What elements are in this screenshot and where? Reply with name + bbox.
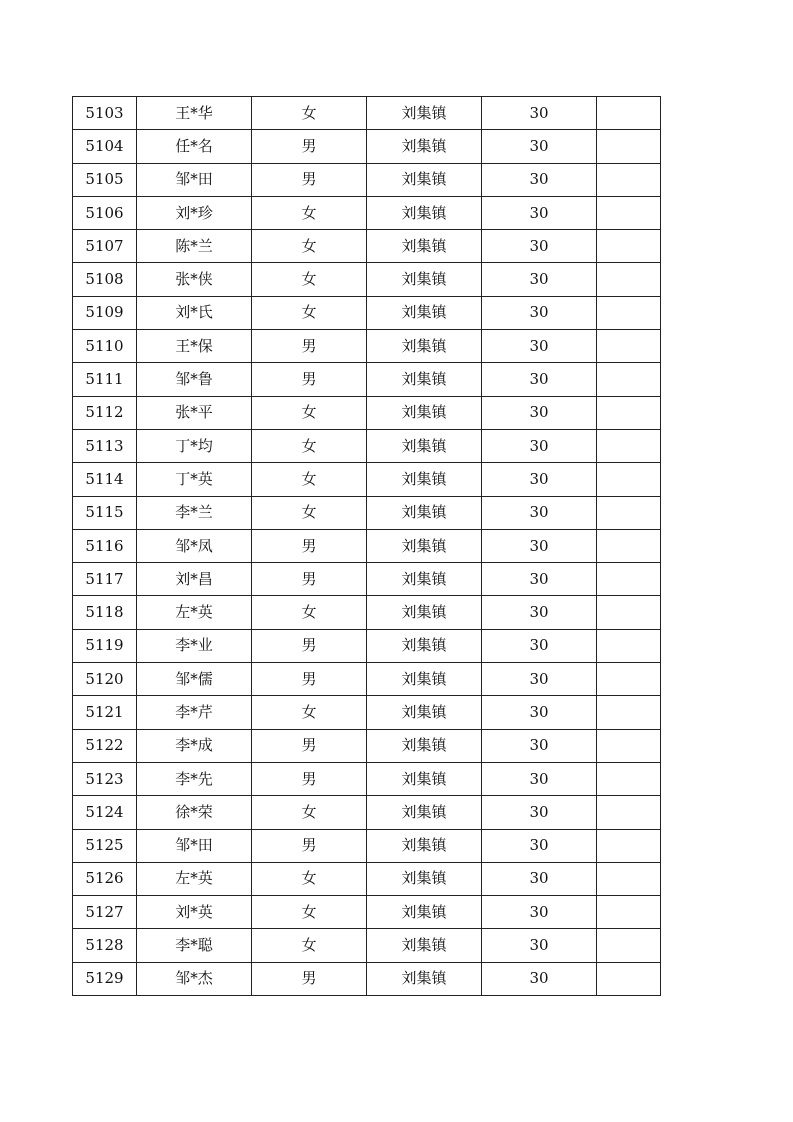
name-cell: 邹*田 (137, 163, 252, 196)
table-row (73, 296, 661, 329)
town-cell: 刘集镇 (367, 230, 482, 263)
town-cell: 刘集镇 (367, 829, 482, 862)
id-cell: 5121 (73, 696, 137, 729)
town-cell: 刘集镇 (367, 663, 482, 696)
amount-cell: 30 (482, 962, 597, 995)
id-cell: 5126 (73, 862, 137, 895)
town-cell: 刘集镇 (367, 629, 482, 662)
roster-table-body (73, 97, 661, 996)
gender-cell: 女 (252, 296, 367, 329)
note-cell (597, 696, 661, 729)
amount-cell: 30 (482, 529, 597, 562)
table-row (73, 496, 661, 529)
town-cell: 刘集镇 (367, 463, 482, 496)
town-cell: 刘集镇 (367, 263, 482, 296)
id-cell: 5112 (73, 396, 137, 429)
gender-cell: 男 (252, 762, 367, 795)
amount-cell: 30 (482, 429, 597, 462)
id-cell: 5119 (73, 629, 137, 662)
table-row (73, 862, 661, 895)
name-cell: 邹*儒 (137, 663, 252, 696)
id-cell: 5125 (73, 829, 137, 862)
amount-cell: 30 (482, 862, 597, 895)
name-cell: 李*成 (137, 729, 252, 762)
name-cell: 刘*英 (137, 896, 252, 929)
amount-cell: 30 (482, 729, 597, 762)
gender-cell: 女 (252, 929, 367, 962)
note-cell (597, 230, 661, 263)
note-cell (597, 330, 661, 363)
amount-cell: 30 (482, 596, 597, 629)
id-cell: 5124 (73, 796, 137, 829)
name-cell: 任*名 (137, 130, 252, 163)
gender-cell: 女 (252, 896, 367, 929)
amount-cell: 30 (482, 796, 597, 829)
name-cell: 邹*凤 (137, 529, 252, 562)
table-row (73, 163, 661, 196)
roster-table (72, 96, 661, 996)
gender-cell: 男 (252, 363, 367, 396)
table-row (73, 896, 661, 929)
name-cell: 左*英 (137, 596, 252, 629)
table-row (73, 363, 661, 396)
town-cell: 刘集镇 (367, 862, 482, 895)
gender-cell: 女 (252, 596, 367, 629)
gender-cell: 男 (252, 563, 367, 596)
note-cell (597, 629, 661, 662)
gender-cell: 男 (252, 729, 367, 762)
note-cell (597, 396, 661, 429)
amount-cell: 30 (482, 829, 597, 862)
note-cell (597, 796, 661, 829)
note-cell (597, 429, 661, 462)
amount-cell: 30 (482, 629, 597, 662)
amount-cell: 30 (482, 263, 597, 296)
id-cell: 5110 (73, 330, 137, 363)
town-cell: 刘集镇 (367, 596, 482, 629)
amount-cell: 30 (482, 363, 597, 396)
name-cell: 陈*兰 (137, 230, 252, 263)
amount-cell: 30 (482, 896, 597, 929)
id-cell: 5111 (73, 363, 137, 396)
town-cell: 刘集镇 (367, 762, 482, 795)
name-cell: 邹*杰 (137, 962, 252, 995)
amount-cell: 30 (482, 196, 597, 229)
town-cell: 刘集镇 (367, 929, 482, 962)
town-cell: 刘集镇 (367, 363, 482, 396)
gender-cell: 女 (252, 862, 367, 895)
note-cell (597, 596, 661, 629)
amount-cell: 30 (482, 97, 597, 130)
note-cell (597, 263, 661, 296)
gender-cell: 男 (252, 629, 367, 662)
id-cell: 5117 (73, 563, 137, 596)
id-cell: 5104 (73, 130, 137, 163)
town-cell: 刘集镇 (367, 196, 482, 229)
amount-cell: 30 (482, 163, 597, 196)
amount-cell: 30 (482, 929, 597, 962)
note-cell (597, 663, 661, 696)
note-cell (597, 962, 661, 995)
id-cell: 5123 (73, 762, 137, 795)
amount-cell: 30 (482, 496, 597, 529)
note-cell (597, 729, 661, 762)
gender-cell: 女 (252, 230, 367, 263)
amount-cell: 30 (482, 296, 597, 329)
id-cell: 5120 (73, 663, 137, 696)
gender-cell: 男 (252, 529, 367, 562)
id-cell: 5118 (73, 596, 137, 629)
table-row (73, 529, 661, 562)
id-cell: 5107 (73, 230, 137, 263)
town-cell: 刘集镇 (367, 130, 482, 163)
town-cell: 刘集镇 (367, 296, 482, 329)
name-cell: 王*保 (137, 330, 252, 363)
note-cell (597, 130, 661, 163)
gender-cell: 男 (252, 962, 367, 995)
amount-cell: 30 (482, 396, 597, 429)
town-cell: 刘集镇 (367, 396, 482, 429)
note-cell (597, 163, 661, 196)
note-cell (597, 296, 661, 329)
table-row (73, 463, 661, 496)
gender-cell: 女 (252, 496, 367, 529)
gender-cell: 女 (252, 696, 367, 729)
name-cell: 丁*英 (137, 463, 252, 496)
amount-cell: 30 (482, 230, 597, 263)
note-cell (597, 862, 661, 895)
town-cell: 刘集镇 (367, 896, 482, 929)
name-cell: 李*先 (137, 762, 252, 795)
gender-cell: 男 (252, 663, 367, 696)
note-cell (597, 762, 661, 795)
id-cell: 5128 (73, 929, 137, 962)
name-cell: 李*业 (137, 629, 252, 662)
gender-cell: 女 (252, 263, 367, 296)
table-row (73, 663, 661, 696)
table-row (73, 962, 661, 995)
table-row (73, 230, 661, 263)
town-cell: 刘集镇 (367, 563, 482, 596)
table-row (73, 729, 661, 762)
name-cell: 张*侠 (137, 263, 252, 296)
table-row (73, 929, 661, 962)
note-cell (597, 463, 661, 496)
gender-cell: 男 (252, 163, 367, 196)
table-row (73, 696, 661, 729)
note-cell (597, 363, 661, 396)
name-cell: 刘*昌 (137, 563, 252, 596)
id-cell: 5129 (73, 962, 137, 995)
town-cell: 刘集镇 (367, 696, 482, 729)
name-cell: 王*华 (137, 97, 252, 130)
amount-cell: 30 (482, 762, 597, 795)
table-row (73, 330, 661, 363)
note-cell (597, 529, 661, 562)
town-cell: 刘集镇 (367, 962, 482, 995)
town-cell: 刘集镇 (367, 163, 482, 196)
table-row (73, 429, 661, 462)
town-cell: 刘集镇 (367, 429, 482, 462)
note-cell (597, 97, 661, 130)
name-cell: 徐*荣 (137, 796, 252, 829)
table-row (73, 829, 661, 862)
table-row (73, 396, 661, 429)
table-row (73, 629, 661, 662)
table-row (73, 130, 661, 163)
table-row (73, 563, 661, 596)
name-cell: 张*平 (137, 396, 252, 429)
table-row (73, 762, 661, 795)
name-cell: 邹*田 (137, 829, 252, 862)
gender-cell: 男 (252, 130, 367, 163)
gender-cell: 女 (252, 97, 367, 130)
note-cell (597, 563, 661, 596)
note-cell (597, 896, 661, 929)
note-cell (597, 196, 661, 229)
town-cell: 刘集镇 (367, 496, 482, 529)
name-cell: 李*兰 (137, 496, 252, 529)
id-cell: 5127 (73, 896, 137, 929)
table-row (73, 97, 661, 130)
amount-cell: 30 (482, 563, 597, 596)
id-cell: 5122 (73, 729, 137, 762)
gender-cell: 女 (252, 463, 367, 496)
amount-cell: 30 (482, 130, 597, 163)
name-cell: 李*芹 (137, 696, 252, 729)
town-cell: 刘集镇 (367, 796, 482, 829)
id-cell: 5108 (73, 263, 137, 296)
name-cell: 刘*氏 (137, 296, 252, 329)
town-cell: 刘集镇 (367, 529, 482, 562)
note-cell (597, 829, 661, 862)
id-cell: 5116 (73, 529, 137, 562)
name-cell: 左*英 (137, 862, 252, 895)
amount-cell: 30 (482, 463, 597, 496)
gender-cell: 男 (252, 829, 367, 862)
id-cell: 5106 (73, 196, 137, 229)
id-cell: 5103 (73, 97, 137, 130)
town-cell: 刘集镇 (367, 97, 482, 130)
name-cell: 丁*均 (137, 429, 252, 462)
note-cell (597, 929, 661, 962)
id-cell: 5105 (73, 163, 137, 196)
note-cell (597, 496, 661, 529)
table-row (73, 796, 661, 829)
name-cell: 李*聪 (137, 929, 252, 962)
town-cell: 刘集镇 (367, 330, 482, 363)
table-row (73, 196, 661, 229)
name-cell: 邹*鲁 (137, 363, 252, 396)
id-cell: 5109 (73, 296, 137, 329)
amount-cell: 30 (482, 330, 597, 363)
table-row (73, 263, 661, 296)
id-cell: 5115 (73, 496, 137, 529)
gender-cell: 男 (252, 330, 367, 363)
gender-cell: 女 (252, 396, 367, 429)
gender-cell: 女 (252, 429, 367, 462)
gender-cell: 女 (252, 196, 367, 229)
table-row (73, 596, 661, 629)
amount-cell: 30 (482, 696, 597, 729)
gender-cell: 女 (252, 796, 367, 829)
town-cell: 刘集镇 (367, 729, 482, 762)
name-cell: 刘*珍 (137, 196, 252, 229)
id-cell: 5113 (73, 429, 137, 462)
id-cell: 5114 (73, 463, 137, 496)
amount-cell: 30 (482, 663, 597, 696)
